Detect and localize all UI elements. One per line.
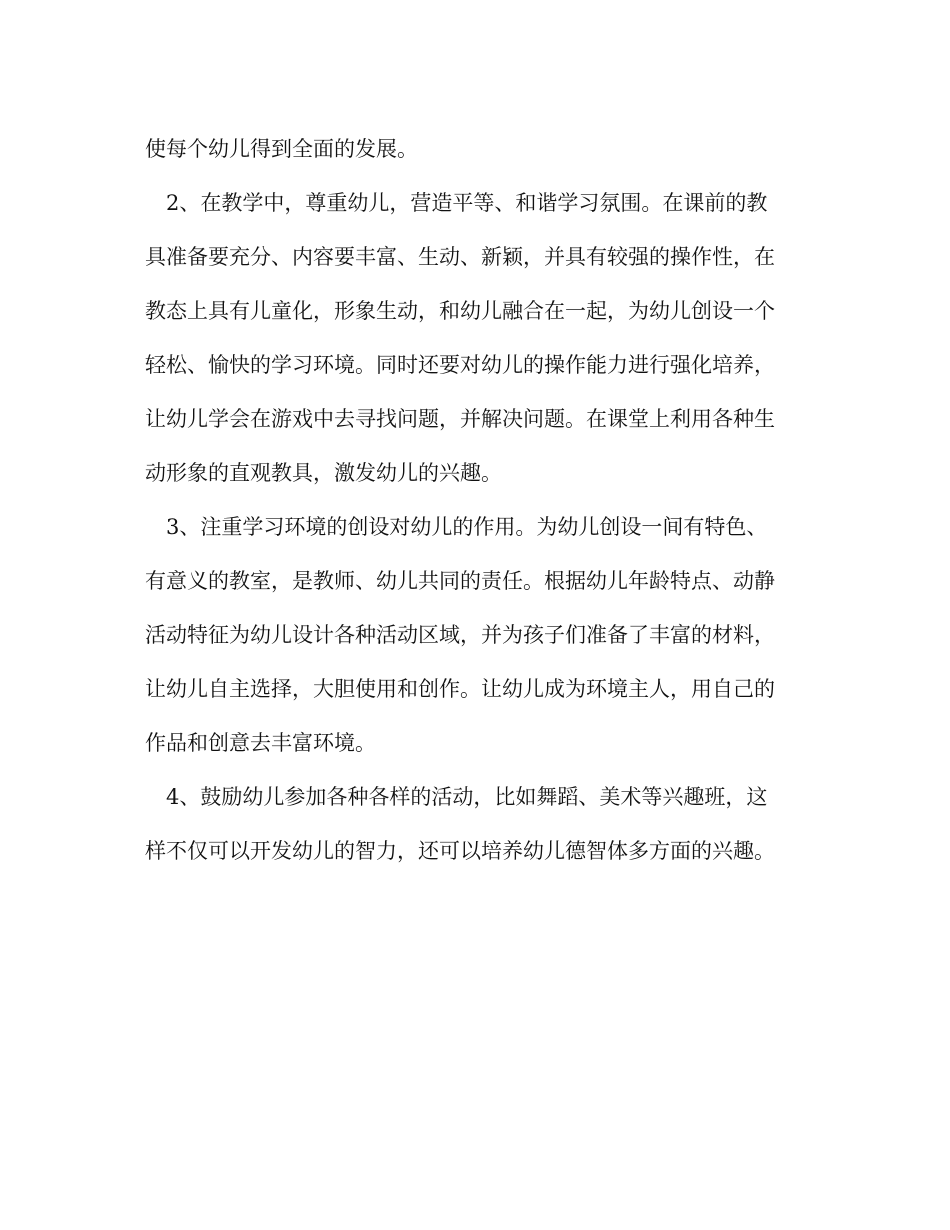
body-text	[145, 122, 805, 878]
paragraph-3-start: 3、注重学习环境的创设对幼儿的作用。为幼儿创设一间有特色、	[166, 515, 768, 539]
text-line: 样不仅可以开发幼儿的智力，还可以培养幼儿德智体多方面的兴趣。	[145, 839, 775, 863]
text-line: 轻松、愉快的学习环境。同时还要对幼儿的操作能力进行强化培养，	[145, 353, 775, 377]
text-line: 有意义的教室，是教师、幼儿共同的责任。根据幼儿年龄特点、动静	[145, 569, 775, 593]
text-line: 具准备要充分、内容要丰富、生动、新颖，并具有较强的操作性，在	[145, 245, 775, 269]
paragraph-2-start: 2、在教学中，尊重幼儿，营造平等、和谐学习氛围。在课前的教	[166, 191, 768, 215]
text-line: 使每个幼儿得到全面的发展。	[145, 137, 418, 161]
text-line: 动形象的直观教具，激发幼儿的兴趣。	[145, 461, 502, 485]
text-line: 教态上具有儿童化，形象生动，和幼儿融合在一起，为幼儿创设一个	[145, 299, 775, 323]
paragraph-4-start: 4、鼓励幼儿参加各种各样的活动，比如舞蹈、美术等兴趣班，这	[166, 785, 768, 809]
text-line: 让幼儿学会在游戏中去寻找问题，并解决问题。在课堂上利用各种生	[145, 407, 775, 431]
text-line: 让幼儿自主选择，大胆使用和创作。让幼儿成为环境主人，用自己的	[145, 677, 775, 701]
text-line: 活动特征为幼儿设计各种活动区域，并为孩子们准备了丰富的材料，	[145, 623, 775, 647]
text-line: 作品和创意去丰富环境。	[145, 731, 376, 755]
